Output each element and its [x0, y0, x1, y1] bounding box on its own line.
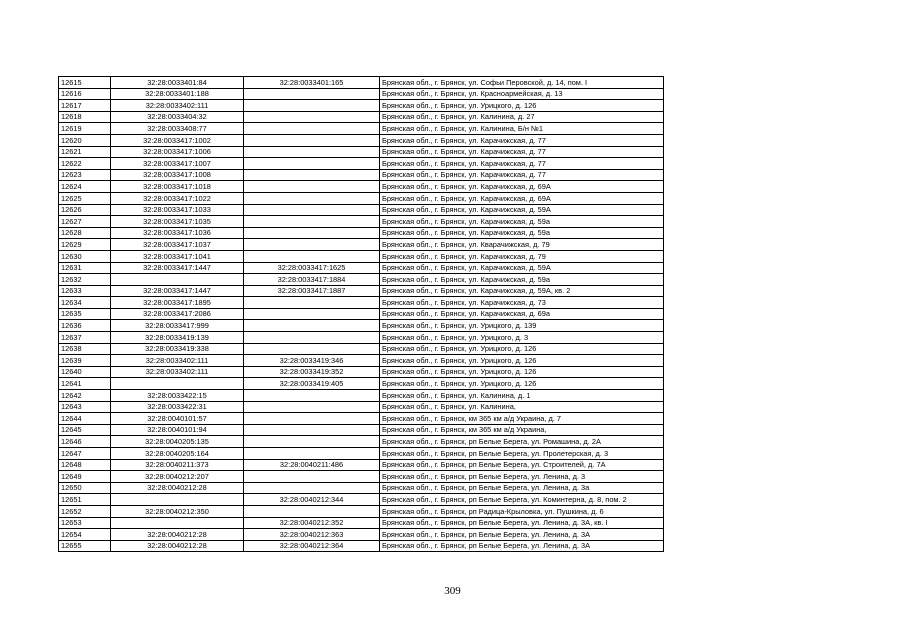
record-number-cell: 12625	[59, 192, 111, 204]
related-cadastral-number-cell	[244, 332, 380, 344]
table-row	[59, 181, 664, 193]
cadastral-number-cell: 32:28:0033402:111	[111, 355, 244, 367]
related-cadastral-number-cell	[244, 436, 380, 448]
table-row	[59, 459, 664, 471]
record-number-cell: 12615	[59, 77, 111, 89]
related-cadastral-number-cell	[244, 448, 380, 460]
table-row	[59, 192, 664, 204]
address-cell: Брянская обл., г. Брянск, ул. Калинина,	[380, 401, 664, 413]
record-number-cell: 12631	[59, 262, 111, 274]
related-cadastral-number-cell	[244, 227, 380, 239]
cadastral-number-cell: 32:28:0033402:111	[111, 366, 244, 378]
table-row	[59, 482, 664, 494]
record-number-cell: 12635	[59, 308, 111, 320]
related-cadastral-number-cell: 32:28:0033401:165	[244, 77, 380, 89]
address-cell: Брянская обл., г. Брянск, ул. Карачижская, д. 77	[380, 169, 664, 181]
cadastral-number-cell: 32:28:0033417:1447	[111, 262, 244, 274]
cadastral-number-cell: 32:28:0033419:338	[111, 343, 244, 355]
table-row	[59, 123, 664, 135]
related-cadastral-number-cell	[244, 239, 380, 251]
table-row	[59, 366, 664, 378]
address-cell: Брянская обл., г. Брянск, ул. Карачижская, д. 69А	[380, 192, 664, 204]
related-cadastral-number-cell	[244, 471, 380, 483]
cadastral-number-cell	[111, 517, 244, 529]
table-row	[59, 390, 664, 402]
table-row	[59, 204, 664, 216]
address-cell: Брянская обл., г. Брянск, ул. Карачижская, д. 77	[380, 134, 664, 146]
cadastral-number-cell: 32:28:0040212:350	[111, 505, 244, 517]
cadastral-number-cell	[111, 274, 244, 286]
table-row	[59, 100, 664, 112]
address-cell: Брянская обл., г. Брянск, рп Белые Берега, ул. Ленина, д. 3А	[380, 540, 664, 552]
address-cell: Брянская обл., г. Брянск, ул. Урицкого, д. 126	[380, 343, 664, 355]
table-row	[59, 169, 664, 181]
address-cell: Брянская обл., г. Брянск, ул. Калинина, д. 1	[380, 390, 664, 402]
table-row	[59, 111, 664, 123]
cadastral-number-cell: 32:28:0033417:1036	[111, 227, 244, 239]
related-cadastral-number-cell	[244, 169, 380, 181]
address-cell: Брянская обл., г. Брянск, ул. Урицкого, д. 126	[380, 100, 664, 112]
related-cadastral-number-cell	[244, 250, 380, 262]
record-number-cell: 12640	[59, 366, 111, 378]
address-cell: Брянская обл., г. Брянск, ул. Кварачижская, д. 79	[380, 239, 664, 251]
related-cadastral-number-cell: 32:28:0040212:344	[244, 494, 380, 506]
cadastral-number-cell: 32:28:0033417:1035	[111, 216, 244, 228]
table-row	[59, 378, 664, 390]
record-number-cell: 12622	[59, 158, 111, 170]
address-cell: Брянская обл., г. Брянск, км 365 км а/д Украина,	[380, 424, 664, 436]
cadastral-number-cell: 32:28:0040212:207	[111, 471, 244, 483]
cadastral-number-cell: 32:28:0033417:1895	[111, 297, 244, 309]
cadastral-number-cell: 32:28:0033417:2086	[111, 308, 244, 320]
record-number-cell: 12652	[59, 505, 111, 517]
record-number-cell: 12634	[59, 297, 111, 309]
record-number-cell: 12619	[59, 123, 111, 135]
record-number-cell: 12653	[59, 517, 111, 529]
related-cadastral-number-cell	[244, 308, 380, 320]
record-number-cell: 12618	[59, 111, 111, 123]
cadastral-number-cell: 32:28:0033417:1007	[111, 158, 244, 170]
address-cell: Брянская обл., г. Брянск, рп Белые Берега, ул. Ленина, д. 3А, кв. I	[380, 517, 664, 529]
record-number-cell: 12637	[59, 332, 111, 344]
cadastral-number-cell: 32:28:0040205:164	[111, 448, 244, 460]
address-cell: Брянская обл., г. Брянск, ул. Урицкого, д. 139	[380, 320, 664, 332]
record-number-cell: 12654	[59, 529, 111, 541]
cadastral-number-cell: 32:28:0033417:1008	[111, 169, 244, 181]
cadastral-number-cell	[111, 494, 244, 506]
related-cadastral-number-cell	[244, 204, 380, 216]
related-cadastral-number-cell	[244, 424, 380, 436]
related-cadastral-number-cell	[244, 192, 380, 204]
page-number: 309	[444, 585, 461, 597]
related-cadastral-number-cell	[244, 88, 380, 100]
table-row	[59, 239, 664, 251]
record-number-cell: 12639	[59, 355, 111, 367]
table-row	[59, 494, 664, 506]
table-row	[59, 343, 664, 355]
related-cadastral-number-cell	[244, 413, 380, 425]
record-number-cell: 12651	[59, 494, 111, 506]
cadastral-number-cell: 32:28:0033417:1022	[111, 192, 244, 204]
record-number-cell: 12621	[59, 146, 111, 158]
cadastral-number-cell: 32:28:0033417:1002	[111, 134, 244, 146]
table-row	[59, 285, 664, 297]
record-number-cell: 12636	[59, 320, 111, 332]
address-cell: Брянская обл., г. Брянск, ул. Урицкого, д. 126	[380, 366, 664, 378]
cadastral-number-cell: 32:28:0033417:1447	[111, 285, 244, 297]
table-row	[59, 517, 664, 529]
table-row	[59, 471, 664, 483]
cadastral-number-cell: 32:28:0033401:84	[111, 77, 244, 89]
table-row	[59, 134, 664, 146]
record-number-cell: 12642	[59, 390, 111, 402]
related-cadastral-number-cell	[244, 297, 380, 309]
address-cell: Брянская обл., г. Брянск, ул. Калинина, д. 27	[380, 111, 664, 123]
register-table-body	[59, 77, 664, 552]
related-cadastral-number-cell	[244, 146, 380, 158]
address-cell: Брянская обл., г. Брянск, ул. Карачижская, д. 59А	[380, 262, 664, 274]
address-cell: Брянская обл., г. Брянск, ул. Карачижская, д. 79	[380, 250, 664, 262]
cadastral-number-cell: 32:28:0033417:1018	[111, 181, 244, 193]
record-number-cell: 12644	[59, 413, 111, 425]
address-cell: Брянская обл., г. Брянск, ул. Урицкого, д. 126	[380, 378, 664, 390]
cadastral-number-cell: 32:28:0033422:15	[111, 390, 244, 402]
address-cell: Брянская обл., г. Брянск, ул. Карачижская, д. 59а	[380, 274, 664, 286]
address-cell: Брянская обл., г. Брянск, ул. Карачижская, д. 73	[380, 297, 664, 309]
table-row	[59, 355, 664, 367]
address-cell: Брянская обл., г. Брянск, рп Белые Берега, ул. Ленина, д. 3	[380, 471, 664, 483]
related-cadastral-number-cell	[244, 181, 380, 193]
related-cadastral-number-cell	[244, 134, 380, 146]
record-number-cell: 12616	[59, 88, 111, 100]
table-row	[59, 529, 664, 541]
record-number-cell: 12643	[59, 401, 111, 413]
address-cell: Брянская обл., г. Брянск, ул. Красноармейская, д. 13	[380, 88, 664, 100]
cadastral-number-cell	[111, 378, 244, 390]
related-cadastral-number-cell: 32:28:0033417:1887	[244, 285, 380, 297]
record-number-cell: 12623	[59, 169, 111, 181]
table-row	[59, 332, 664, 344]
table-row	[59, 308, 664, 320]
table-row	[59, 274, 664, 286]
address-cell: Брянская обл., г. Брянск, ул. Софьи Перовской, д. 14, пом. I	[380, 77, 664, 89]
address-cell: Брянская обл., г. Брянск, рп Белые Берега, ул. Коминтерна, д. 8, пом. 2	[380, 494, 664, 506]
cadastral-number-cell: 32:28:0033404:32	[111, 111, 244, 123]
related-cadastral-number-cell	[244, 158, 380, 170]
related-cadastral-number-cell: 32:28:0040212:363	[244, 529, 380, 541]
related-cadastral-number-cell	[244, 482, 380, 494]
address-cell: Брянская обл., г. Брянск, ул. Карачижская, д. 59а	[380, 227, 664, 239]
address-cell: Брянская обл., г. Брянск, рп Белые Берега, ул. Ленина, д. 3А	[380, 529, 664, 541]
table-row	[59, 88, 664, 100]
address-cell: Брянская обл., г. Брянск, ул. Карачижская, д. 59А	[380, 204, 664, 216]
record-number-cell: 12627	[59, 216, 111, 228]
related-cadastral-number-cell: 32:28:0033419:405	[244, 378, 380, 390]
cadastral-number-cell: 32:28:0040101:94	[111, 424, 244, 436]
address-cell: Брянская обл., г. Брянск, ул. Карачижская, д. 69а	[380, 308, 664, 320]
cadastral-number-cell: 32:28:0033402:111	[111, 100, 244, 112]
record-number-cell: 12633	[59, 285, 111, 297]
address-cell: Брянская обл., г. Брянск, ул. Карачижская, д. 59А, кв. 2	[380, 285, 664, 297]
address-cell: Брянская обл., г. Брянск, ул. Урицкого, д. 126	[380, 355, 664, 367]
record-number-cell: 12641	[59, 378, 111, 390]
related-cadastral-number-cell	[244, 343, 380, 355]
cadastral-number-cell: 32:28:0033422:31	[111, 401, 244, 413]
address-cell: Брянская обл., г. Брянск, рп Радица-Крыловка, ул. Пушкина, д. 6	[380, 505, 664, 517]
record-number-cell: 12638	[59, 343, 111, 355]
address-cell: Брянская обл., г. Брянск, ул. Карачижская, д. 59а	[380, 216, 664, 228]
record-number-cell: 12649	[59, 471, 111, 483]
cadastral-number-cell: 32:28:0033408:77	[111, 123, 244, 135]
record-number-cell: 12650	[59, 482, 111, 494]
table-row	[59, 216, 664, 228]
related-cadastral-number-cell	[244, 505, 380, 517]
cadastral-number-cell: 32:28:0040211:373	[111, 459, 244, 471]
table-row	[59, 158, 664, 170]
address-cell: Брянская обл., г. Брянск, ул. Карачижская, д. 77	[380, 158, 664, 170]
cadastral-number-cell: 32:28:0033417:1006	[111, 146, 244, 158]
cadastral-number-cell: 32:28:0040212:28	[111, 540, 244, 552]
related-cadastral-number-cell	[244, 123, 380, 135]
address-cell: Брянская обл., г. Брянск, ул. Урицкого, д. 3	[380, 332, 664, 344]
cadastral-number-cell: 32:28:0033417:999	[111, 320, 244, 332]
table-row	[59, 77, 664, 89]
address-cell: Брянская обл., г. Брянск, рп Белые Берега, ул. Пролетерская, д. 3	[380, 448, 664, 460]
address-cell: Брянская обл., г. Брянск, ул. Карачижская, д. 77	[380, 146, 664, 158]
address-cell: Брянская обл., г. Брянск, рп Белые Берега, ул. Ленина, д. 3а	[380, 482, 664, 494]
address-cell: Брянская обл., г. Брянск, ул. Карачижская, д. 69А	[380, 181, 664, 193]
record-number-cell: 12632	[59, 274, 111, 286]
related-cadastral-number-cell	[244, 216, 380, 228]
table-row	[59, 413, 664, 425]
table-row	[59, 227, 664, 239]
table-row	[59, 320, 664, 332]
related-cadastral-number-cell	[244, 320, 380, 332]
cadastral-number-cell: 32:28:0033417:1037	[111, 239, 244, 251]
record-number-cell: 12624	[59, 181, 111, 193]
record-number-cell: 12629	[59, 239, 111, 251]
related-cadastral-number-cell: 32:28:0040212:364	[244, 540, 380, 552]
table-row	[59, 540, 664, 552]
cadastral-number-cell: 32:28:0033401:188	[111, 88, 244, 100]
record-number-cell: 12628	[59, 227, 111, 239]
related-cadastral-number-cell: 32:28:0033419:352	[244, 366, 380, 378]
record-number-cell: 12630	[59, 250, 111, 262]
cadastral-number-cell: 32:28:0040205:135	[111, 436, 244, 448]
table-row	[59, 401, 664, 413]
record-number-cell: 12626	[59, 204, 111, 216]
record-number-cell: 12620	[59, 134, 111, 146]
cadastral-number-cell: 32:28:0033417:1041	[111, 250, 244, 262]
table-row	[59, 424, 664, 436]
cadastral-number-cell: 32:28:0040101:57	[111, 413, 244, 425]
address-cell: Брянская обл., г. Брянск, ул. Калинина, Б/н №1	[380, 123, 664, 135]
table-row	[59, 448, 664, 460]
address-cell: Брянская обл., г. Брянск, рп Белые Берега, ул. Ромашина, д. 2А	[380, 436, 664, 448]
related-cadastral-number-cell	[244, 111, 380, 123]
related-cadastral-number-cell: 32:28:0040211:486	[244, 459, 380, 471]
record-number-cell: 12655	[59, 540, 111, 552]
related-cadastral-number-cell: 32:28:0033419:346	[244, 355, 380, 367]
related-cadastral-number-cell: 32:28:0040212:352	[244, 517, 380, 529]
cadastral-number-cell: 32:28:0040212:28	[111, 529, 244, 541]
record-number-cell: 12648	[59, 459, 111, 471]
table-row	[59, 297, 664, 309]
cadastral-number-cell: 32:28:0033419:139	[111, 332, 244, 344]
record-number-cell: 12647	[59, 448, 111, 460]
related-cadastral-number-cell	[244, 401, 380, 413]
table-row	[59, 146, 664, 158]
record-number-cell: 12617	[59, 100, 111, 112]
address-cell: Брянская обл., г. Брянск, рп Белые Берега, ул. Строителей, д. 7А	[380, 459, 664, 471]
address-cell: Брянская обл., г. Брянск, км 365 км а/д Украина, д. 7	[380, 413, 664, 425]
related-cadastral-number-cell	[244, 100, 380, 112]
property-register-table	[58, 76, 664, 552]
related-cadastral-number-cell: 32:28:0033417:1884	[244, 274, 380, 286]
table-row	[59, 505, 664, 517]
related-cadastral-number-cell: 32:28:0033417:1625	[244, 262, 380, 274]
record-number-cell: 12646	[59, 436, 111, 448]
table-row	[59, 436, 664, 448]
cadastral-number-cell: 32:28:0033417:1033	[111, 204, 244, 216]
table-row	[59, 262, 664, 274]
related-cadastral-number-cell	[244, 390, 380, 402]
table-row	[59, 250, 664, 262]
record-number-cell: 12645	[59, 424, 111, 436]
cadastral-number-cell: 32:28:0040212:28	[111, 482, 244, 494]
